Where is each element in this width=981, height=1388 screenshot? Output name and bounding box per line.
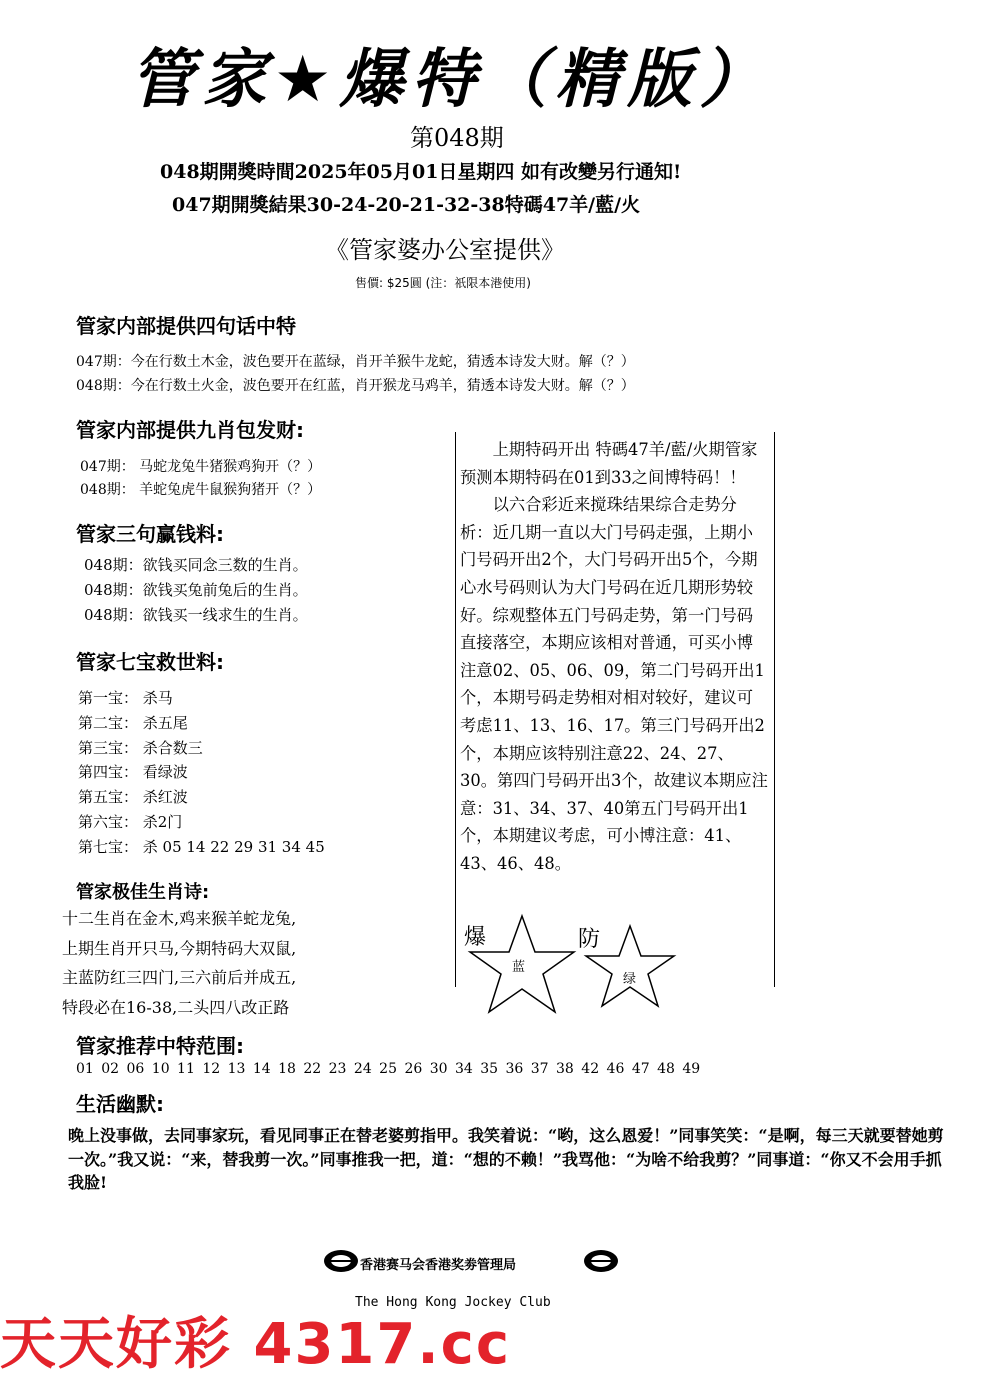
three-sentences-heading: 管家三句赢钱料: xyxy=(76,522,224,546)
treasure-item: 第六宝： 杀2门 xyxy=(78,812,183,831)
four-lines-047: 047期：今在行数土木金，波色要开在蓝绿，肖开羊猴牛龙蛇，猜透本诗发大财。解（？） xyxy=(76,354,635,370)
nine-zodiac-048: 048期： 羊蛇兔虎牛鼠猴狗猪开（？） xyxy=(80,482,322,498)
poem-line: 特段必在16-38,二头四八改正路 xyxy=(62,997,290,1017)
brand-watermark: 天天好彩 4317.cc xyxy=(0,1312,512,1377)
poem-heading: 管家极佳生肖诗: xyxy=(76,882,210,903)
price: 售價: $25圓 (注：祇限本港使用) xyxy=(355,276,531,290)
four-lines-heading: 管家内部提供四句话中特 xyxy=(76,314,296,338)
poem-line: 十二生肖在金木,鸡来猴羊蛇龙兔, xyxy=(62,909,297,928)
analysis-text xyxy=(460,436,768,878)
treasure-item: 第二宝： 杀五尾 xyxy=(78,713,188,732)
star-fang-label: 防 xyxy=(578,927,601,952)
stars-graphic xyxy=(460,908,770,1020)
star-bao-label: 爆 xyxy=(464,925,487,950)
organization-name: 香港赛马会香港奖劵管理局 xyxy=(360,1258,517,1273)
treasure-item: 第三宝： 杀合数三 xyxy=(78,738,203,757)
treasure-item: 第七宝： 杀 05 14 22 29 31 34 45 xyxy=(78,837,325,856)
treasure-item: 第五宝： 杀红波 xyxy=(78,788,188,807)
analysis-paragraph-1: 上期特码开出 特碼47羊/藍/火期管家预测本期特码在01到33之间博特码！！ xyxy=(460,440,758,487)
poem-line: 主蓝防红三四门,三六前后并成五, xyxy=(62,968,297,987)
range-numbers: 01 02 06 10 11 12 13 14 18 22 23 24 25 26 30 34 35 36 37 38 42 46 47 48 49 xyxy=(76,1061,701,1077)
seven-treasures-list xyxy=(78,686,325,860)
nine-zodiac-047: 047期： 马蛇龙兔牛猪猴鸡狗开（？） xyxy=(80,459,322,475)
three-sentence-item: 048期：欲钱买一线求生的生肖。 xyxy=(84,605,308,624)
draw-time: 048期開獎時間2025年05月01日星期四 如有改變另行通知! xyxy=(160,161,682,183)
four-lines-048: 048期：今在行数土火金，波色要开在红蓝，肖开猴龙马鸡羊，猜透本诗发大财。解（？） xyxy=(76,378,635,394)
humor-text: 晚上没事做，去同事家玩，看见同事正在替老婆剪指甲。我笑着说：“哟，这么恩爱！”同事笑笑：“是啊，每三天就要替她剪一次。”我又说：“来，替我剪一次。”同事推我一把，道：“想的不赖！”我骂他：“为啥不给我剪？”同事道：“你又不会用手抓我脸! xyxy=(68,1126,944,1192)
humor-heading: 生活幽默: xyxy=(76,1092,164,1116)
range-heading: 管家推荐中特范围: xyxy=(76,1034,244,1058)
treasure-item: 第一宝： 杀马 xyxy=(78,689,173,707)
three-sentence-item: 048期：欲钱买兔前兔后的生肖。 xyxy=(84,580,308,599)
poem-lines xyxy=(62,904,296,1022)
seven-treasures-heading: 管家七宝救世料: xyxy=(76,650,224,674)
jockey-club-logo-icon xyxy=(322,1248,360,1274)
star-blue-text: 蓝 xyxy=(512,960,526,975)
provider: 《管家婆办公室提供》 xyxy=(325,236,565,264)
nine-zodiac-heading: 管家内部提供九肖包发财: xyxy=(76,418,304,442)
last-result: 047期開獎結果30-24-20-21-32-38特碼47羊/藍/火 xyxy=(172,194,641,216)
jockey-club-logo-icon xyxy=(582,1248,620,1274)
issue-number: 第048期 xyxy=(410,124,504,152)
analysis-paragraph-2: 以六合彩近来搅珠结果综合走势分析：近几期一直以大门号码走强，上期小门号码开出2个，大门号码开出5个，今期心水号码则认为大门号码在近几期形势较好。综观整体五门号码走势，第一门号码直接落空，本期应该相对普通，可买小博注意02、05、06、09，第二门号码开出1个，本期号码走势相对相对较好，建议可考虑11、13、16、17。第三门号码开出2个，本期应该特别注意22、24、27、30。第四门号码开出3个，故建议本期应注意：31、34、37、40第五门号码开出1个，本期建议考虑，可小博注意：41、43、46、48。 xyxy=(460,495,768,873)
poem-line: 上期生肖开只马,今期特码大双鼠, xyxy=(62,938,297,958)
page-title: 管家★爆特（精版） xyxy=(130,43,772,117)
three-sentence-item: 048期：欲钱买同念三数的生肖。 xyxy=(84,556,308,574)
star-green-text: 绿 xyxy=(623,972,637,987)
three-sentences-list xyxy=(84,553,308,627)
treasure-item: 第四宝： 看绿波 xyxy=(78,763,188,782)
club-name: The Hong Kong Jockey Club xyxy=(355,1295,551,1310)
